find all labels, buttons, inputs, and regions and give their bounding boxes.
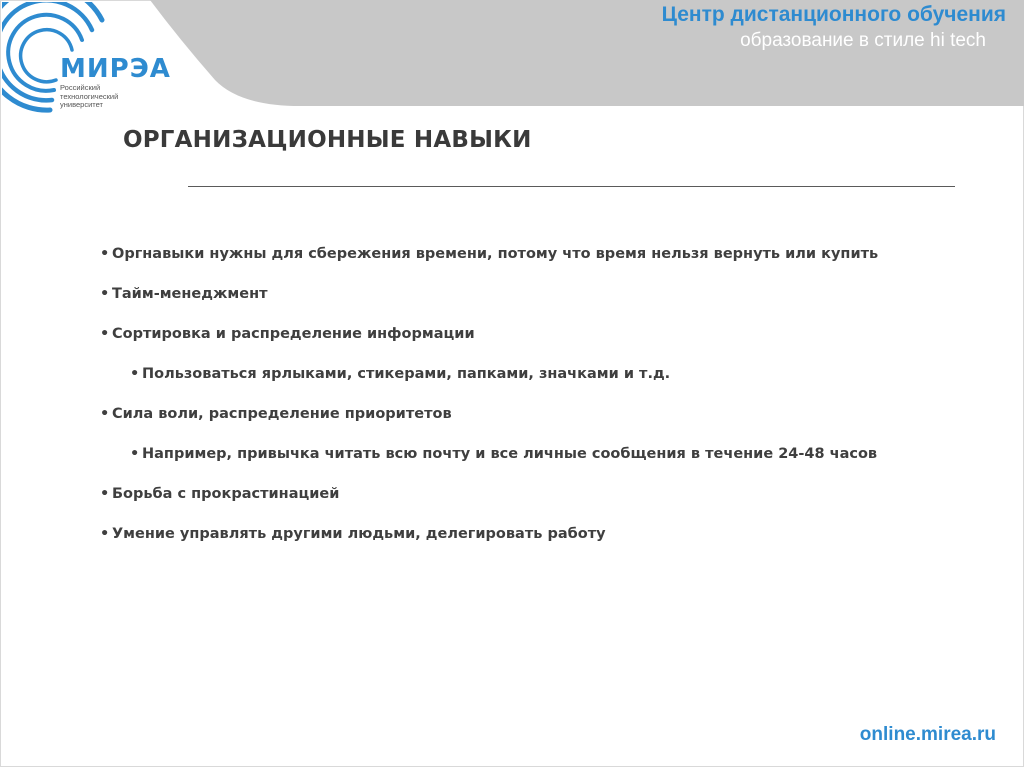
- bullet-text: Сортировка и распределение информации: [112, 326, 475, 342]
- bullet-list: [100, 243, 920, 563]
- list-item-sub: [130, 443, 920, 466]
- bullet-text: Оргнавыки нужны для сбережения времени, потому что время нельзя вернуть или купить: [112, 246, 879, 262]
- bullet-icon: •: [100, 326, 110, 342]
- bullet-text: Умение управлять другими людьми, делегировать работу: [112, 526, 606, 542]
- bullet-text: Тайм-менеджмент: [112, 286, 268, 302]
- title-divider: [188, 186, 955, 187]
- logo-name: МИРЭА: [60, 54, 171, 84]
- bullet-icon: •: [130, 366, 140, 382]
- list-item-sub: [130, 363, 920, 386]
- header-title: Центр дистанционного обучения: [661, 3, 1006, 26]
- header-subtitle: образование в стиле hi tech: [740, 30, 986, 51]
- bullet-icon: •: [100, 486, 110, 502]
- list-item: [100, 243, 920, 266]
- bullet-icon: •: [100, 526, 110, 542]
- list-item: [100, 523, 920, 546]
- list-item: [100, 323, 920, 346]
- bullet-text: Борьба с прокрастинацией: [112, 486, 340, 502]
- logo-subtitle: Российский технологический университет: [60, 83, 119, 109]
- bullet-icon: •: [130, 446, 140, 462]
- bullet-icon: •: [100, 286, 110, 302]
- bullet-icon: •: [100, 406, 110, 422]
- bullet-text: Пользоваться ярлыками, стикерами, папками, значками и т.д.: [142, 366, 671, 382]
- bullet-icon: •: [100, 246, 110, 262]
- slide-title: ОРГАНИЗАЦИОННЫЕ НАВЫКИ: [123, 127, 532, 153]
- bullet-text: Сила воли, распределение приоритетов: [112, 406, 452, 422]
- list-item: [100, 483, 920, 506]
- footer-url[interactable]: online.mirea.ru: [859, 724, 996, 745]
- bullet-text: Например, привычка читать всю почту и все личные сообщения в течение 24-48 часов: [142, 446, 878, 462]
- list-item: [100, 403, 920, 426]
- list-item: [100, 283, 920, 306]
